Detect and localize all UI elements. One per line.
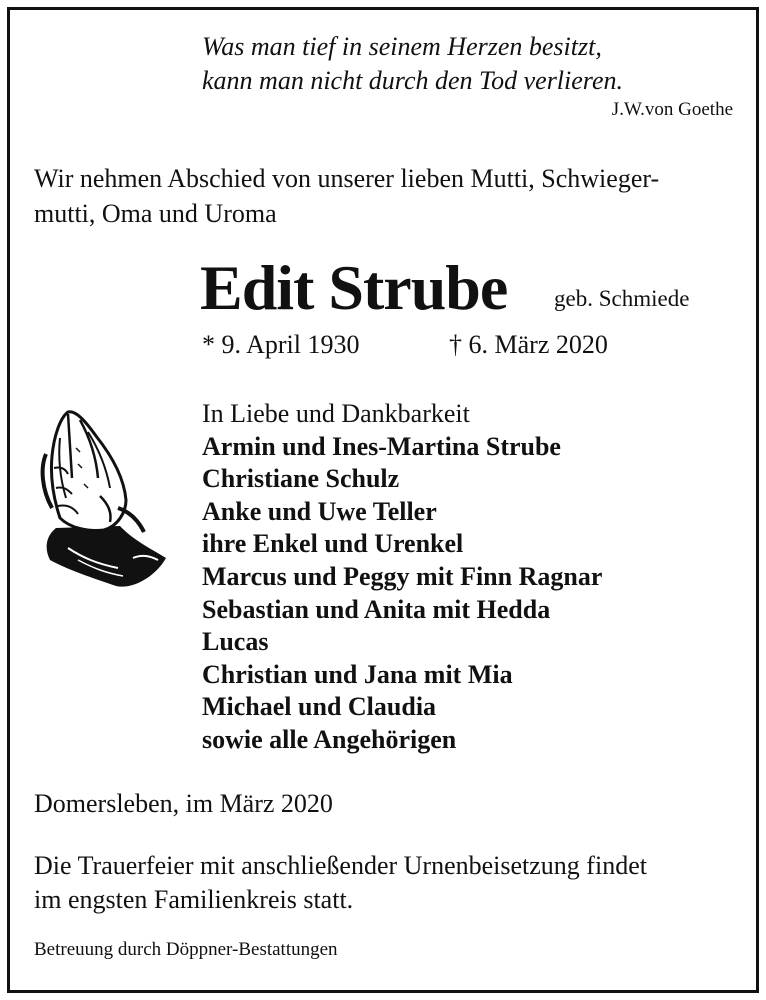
quote-line-2: kann man nicht durch den Tod verlieren. [202,66,623,95]
mourner-name: Lucas [202,627,269,657]
intro-line-2: mutti, Oma und Uroma [34,199,277,228]
quote-author: J.W.von Goethe [611,99,733,120]
undertaker-note: Betreuung durch Döppner-Bestattungen [34,939,338,960]
birth-date: * 9. April 1930 [202,330,360,359]
mourners-lead: In Liebe und Dankbarkeit [202,399,470,428]
mourner-name: Christian und Jana mit Mia [202,659,513,689]
mourner-name: Christiane Schulz [202,464,400,494]
death-date: † 6. März 2020 [449,330,608,359]
mourners-list [202,398,602,757]
mourner-name: Armin und Ines-Martina Strube [202,431,561,461]
ceremony-line-2: im engsten Familienkreis statt. [34,885,354,914]
ceremony-note [34,849,744,917]
deceased-name: Edit Strube [200,252,508,323]
mourner-name: ihre Enkel und Urenkel [202,529,464,559]
intro-text [34,161,734,231]
mourner-name: Marcus und Peggy mit Finn Ragnar [202,561,603,591]
praying-hands-icon [38,408,173,593]
mourner-name: Anke und Uwe Teller [202,496,437,526]
place-date: Domersleben, im März 2020 [34,789,333,818]
intro-line-1: Wir nehmen Abschied von unserer lieben Mutti, Schwieger- [34,164,660,193]
mourner-name: Sebastian und Anita mit Hedda [202,594,551,624]
quote [202,30,623,98]
ceremony-line-1: Die Trauerfeier mit anschließender Urnenbeisetzung findet [34,851,647,880]
mourner-name: sowie alle Angehörigen [202,724,457,754]
quote-line-1: Was man tief in seinem Herzen besitzt, [202,32,602,61]
mourner-name: Michael und Claudia [202,692,437,722]
maiden-name: geb. Schmiede [554,286,690,311]
